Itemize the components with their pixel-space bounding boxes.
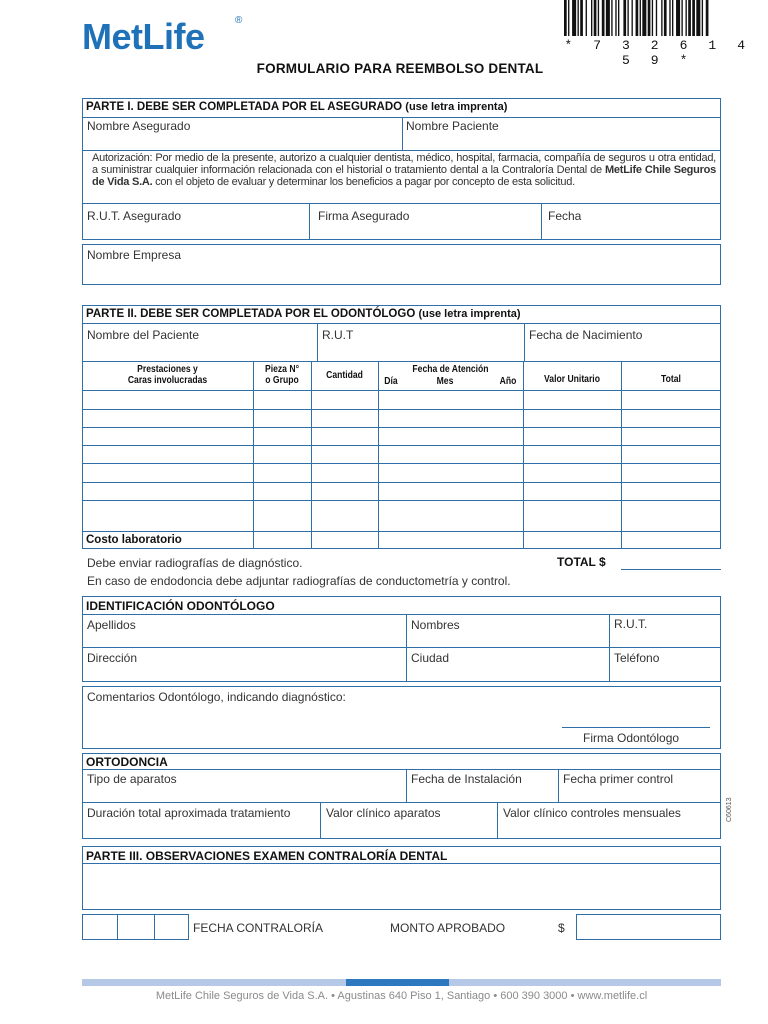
valor-aparatos-field[interactable]: Valor clínico aparatos	[326, 806, 441, 820]
part2-title: PARTE II. DEBE SER COMPLETADA POR EL ODONTÓLOGO (use letra imprenta)	[86, 308, 521, 320]
ortodoncia-box	[82, 753, 721, 839]
observaciones-area[interactable]	[83, 864, 720, 909]
nota-endodoncia: En caso de endodoncia debe adjuntar radiografías de conductometría y control.	[87, 574, 511, 588]
fecha-field[interactable]: Fecha	[548, 209, 582, 223]
firma-asegurado-field[interactable]: Firma Asegurado	[318, 209, 410, 223]
form-title: FORMULARIO PARA REEMBOLSO DENTAL	[256, 61, 544, 76]
col-fecha-atencion: Fecha de Atención	[412, 364, 489, 375]
telefono-field[interactable]: Teléfono	[614, 651, 660, 665]
rut-paciente-field[interactable]: R.U.T	[322, 328, 354, 342]
autorizacion-text: Autorización: Por medio de la presente, autorizo a cualquier dentista, médico, hospital, farmacia, compañía de seguros u otra entidad, a suministrar cualquier información relacionada con el historial o tratamiento dental a la Contraloría Dental de MetLife Chile Seguros de Vida S.A. con el objeto de evaluar y determinar los beneficios a pagar por concepto de esta solicitud.	[92, 152, 716, 188]
fecha-contraloria-dia-box[interactable]	[82, 914, 118, 940]
part3-title: PARTE III. OBSERVACIONES EXAMEN CONTRALORÍA DENTAL	[86, 849, 448, 863]
form-code: C60613	[726, 797, 733, 822]
duracion-tratamiento-field[interactable]: Duración total aproximada tratamiento	[87, 806, 291, 820]
nombre-paciente-field[interactable]: Nombre Paciente	[406, 119, 499, 133]
barcode-icon	[562, 0, 754, 38]
col-prestaciones: Prestaciones y Caras involucradas	[127, 364, 208, 386]
direccion-field[interactable]: Dirección	[87, 651, 138, 665]
nombres-field[interactable]: Nombres	[411, 618, 460, 632]
costo-laboratorio-label: Costo laboratorio	[86, 534, 182, 546]
barcode-number: * 7 3 2 6 1 4 5 9 *	[564, 38, 752, 68]
part1-title: PARTE I. DEBE SER COMPLETADA POR EL ASEGURADO (use letra imprenta)	[86, 101, 508, 113]
valor-controles-field[interactable]: Valor clínico controles mensuales	[503, 806, 681, 820]
registered-mark: ®	[235, 15, 243, 26]
fecha-contraloria-anio-box[interactable]	[154, 914, 189, 940]
col-valor-unitario: Valor Unitario	[544, 374, 600, 385]
footer-bar-accent	[346, 979, 449, 986]
fecha-contraloria-label: FECHA CONTRALORÍA	[193, 921, 324, 935]
nombre-empresa-field: Nombre Empresa	[87, 248, 182, 262]
metlife-logo: MetLife	[82, 16, 205, 57]
dollar-sign: $	[558, 921, 565, 935]
col-cantidad: Cantidad	[326, 370, 363, 381]
monto-aprobado-box[interactable]	[576, 914, 721, 940]
fecha-instalacion-field[interactable]: Fecha de Instalación	[411, 772, 522, 786]
fecha-contraloria-mes-box[interactable]	[117, 914, 155, 940]
total-label: TOTAL $	[557, 555, 606, 569]
col-pieza: Pieza N° o Grupo	[264, 364, 300, 386]
ciudad-field[interactable]: Ciudad	[411, 651, 450, 665]
monto-aprobado-label: MONTO APROBADO	[390, 921, 506, 935]
col-anio: Año	[499, 376, 517, 387]
total-line[interactable]	[621, 569, 721, 570]
fecha-nacimiento-field[interactable]: Fecha de Nacimiento	[529, 328, 643, 342]
tipo-aparatos-field[interactable]: Tipo de aparatos	[87, 772, 177, 786]
odontologo-title: IDENTIFICACIÓN ODONTÓLOGO	[86, 599, 275, 613]
nota-radiografias: Debe enviar radiografías de diagnóstico.	[87, 556, 303, 570]
firma-odontologo-label: Firma Odontólogo	[583, 731, 680, 745]
rut-odontologo-field[interactable]: R.U.T.	[614, 617, 648, 631]
col-dia: Día	[384, 376, 398, 387]
apellidos-field[interactable]: Apellidos	[87, 618, 136, 632]
col-mes: Mes	[436, 376, 454, 387]
col-total: Total	[661, 374, 681, 385]
comentarios-label: Comentarios Odontólogo, indicando diagnóstico:	[87, 690, 346, 704]
nombre-asegurado-field[interactable]: Nombre Asegurado	[87, 119, 191, 133]
footer-text: MetLife Chile Seguros de Vida S.A. • Agustinas 640 Piso 1, Santiago • 600 390 3000 • www.metlife.cl	[155, 990, 648, 1002]
nombre-del-paciente-field[interactable]: Nombre del Paciente	[87, 328, 200, 342]
fecha-primer-control-field[interactable]: Fecha primer control	[563, 772, 674, 786]
firma-odontologo-line[interactable]	[562, 727, 710, 728]
ortodoncia-title: ORTODONCIA	[86, 755, 168, 769]
rut-asegurado-field[interactable]: R.U.T. Asegurado	[87, 209, 182, 223]
